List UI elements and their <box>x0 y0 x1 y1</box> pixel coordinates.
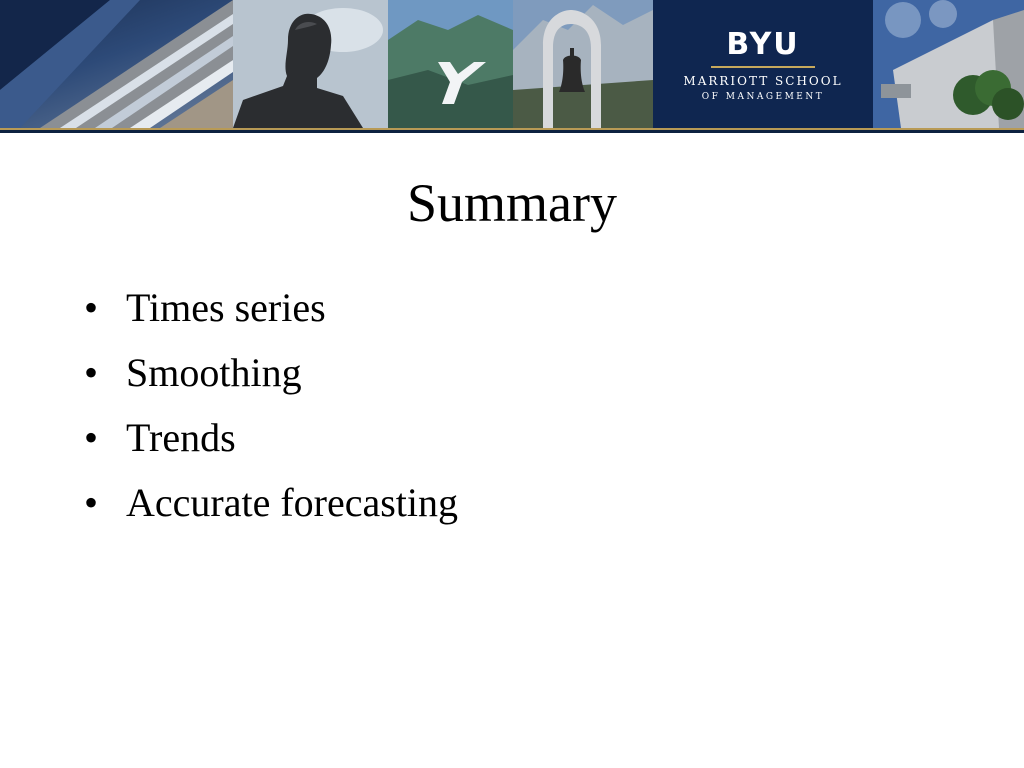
banner-photo-y-mountain <box>388 0 513 128</box>
bullet-text: Times series <box>126 285 326 330</box>
bullet-marker: • <box>84 480 99 525</box>
logo-divider <box>711 66 815 68</box>
banner-photo-statue <box>233 0 388 128</box>
banner-photo-glass-building <box>0 0 233 128</box>
logo-school-subtitle: OF MANAGEMENT <box>701 92 825 102</box>
bullet-text: Smoothing <box>126 350 302 395</box>
banner-photo-bell-tower <box>513 0 653 128</box>
statue-image <box>233 0 388 128</box>
bullet-marker: • <box>84 285 99 330</box>
bullet-marker: • <box>84 415 99 460</box>
banner-logo-panel <box>653 0 873 128</box>
header-banner <box>0 0 1024 133</box>
building-tree-image <box>873 0 1024 128</box>
bullet-text: Trends <box>126 415 236 460</box>
banner-photo-building-tree <box>873 0 1024 128</box>
bullet-marker: • <box>84 350 99 395</box>
glass-building-image <box>0 0 233 128</box>
bell-tower-image <box>513 0 653 128</box>
banner-navy-rule <box>0 130 1024 133</box>
byu-logo-wordmark: BYU <box>726 27 800 62</box>
y-mountain-image <box>388 0 513 128</box>
slide-title: Summary <box>407 173 617 233</box>
logo-school-name: MARRIOTT SCHOOL <box>683 74 843 88</box>
bullet-text: Accurate forecasting <box>126 480 459 525</box>
